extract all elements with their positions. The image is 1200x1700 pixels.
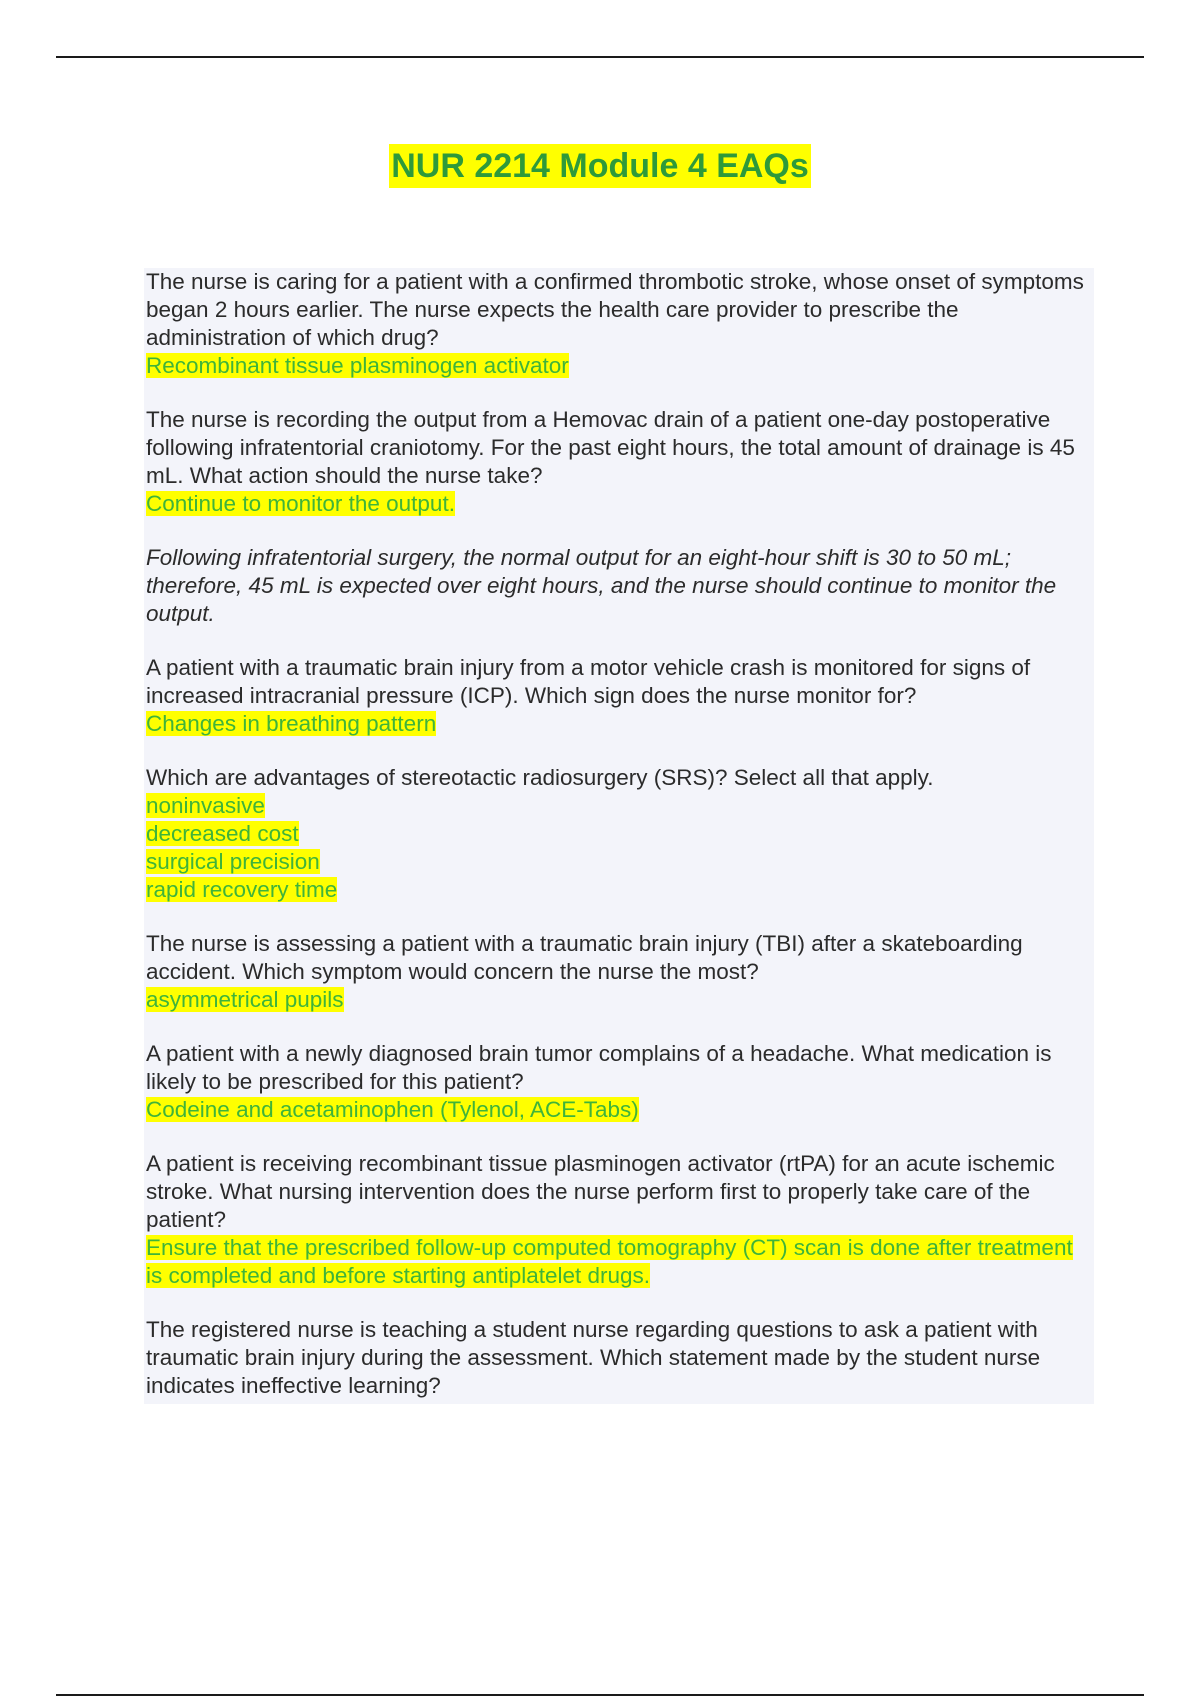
highlighted-answer: noninvasive [146,793,265,818]
highlighted-answer: Ensure that the prescribed follow-up computed tomography (CT) scan is done after treatment is completed and before starting antiplatelet drugs. [146,1235,1073,1288]
highlighted-answer: Codeine and acetaminophen (Tylenol, ACE-Tabs) [146,1097,639,1122]
qa-item [146,930,1094,1014]
answer-line [146,820,1094,848]
answer-line [146,1096,1094,1124]
answer-line [146,986,1094,1014]
question-text: Which are advantages of stereotactic radiosurgery (SRS)? Select all that apply. [146,765,934,790]
bottom-rule [56,1694,1144,1696]
qa-item [146,764,1094,904]
highlighted-answer: Changes in breathing pattern [146,711,437,736]
highlighted-answer: surgical precision [146,849,320,874]
qa-item [146,1040,1094,1124]
question-text: The nurse is recording the output from a Hemovac drain of a patient one-day postoperative following infratentorial craniotomy. For the past eight hours, the total amount of drainage is 45 mL. What action should the nurse take? [146,407,1075,488]
highlighted-answer: Continue to monitor the output. [146,491,455,516]
question-text: A patient is receiving recombinant tissue plasminogen activator (rtPA) for an acute ischemic stroke. What nursing intervention does the nurse perform first to properly take care of the patient? [146,1151,1055,1232]
question-text: The registered nurse is teaching a student nurse regarding questions to ask a patient with traumatic brain injury during the assessment. Which statement made by the student nurse indicates ineffective learning? [146,1317,1041,1398]
rationale-text: Following infratentorial surgery, the normal output for an eight-hour shift is 30 to 50 mL; therefore, 45 mL is expected over eight hours, and the nurse should continue to monitor the output. [146,545,1057,626]
question-text: The nurse is caring for a patient with a confirmed thrombotic stroke, whose onset of symptoms began 2 hours earlier. The nurse expects the health care provider to prescribe the administration of which drug? [146,269,1084,350]
top-rule [56,56,1144,58]
qa-item [146,544,1094,628]
qa-item [146,1150,1094,1290]
document-title: NUR 2214 Module 4 EAQs [389,144,811,188]
answer-line [146,792,1094,820]
qa-item [146,268,1094,380]
answer-line [146,876,1094,904]
answer-line [146,848,1094,876]
highlighted-answer: rapid recovery time [146,877,338,902]
qa-item [146,654,1094,738]
answer-line [146,1234,1094,1290]
qa-item [146,406,1094,518]
question-text: A patient with a newly diagnosed brain tumor complains of a headache. What medication is likely to be prescribed for this patient? [146,1041,1052,1094]
question-text: The nurse is assessing a patient with a traumatic brain injury (TBI) after a skateboarding accident. Which symptom would concern the nurse the most? [146,931,1023,984]
answer-line [146,352,1094,380]
question-text: A patient with a traumatic brain injury from a motor vehicle crash is monitored for signs of increased intracranial pressure (ICP). Which sign does the nurse monitor for? [146,655,1031,708]
title-container [0,144,1200,188]
answer-line [146,710,1094,738]
highlighted-answer: asymmetrical pupils [146,987,344,1012]
highlighted-answer: Recombinant tissue plasminogen activator [146,353,569,378]
highlighted-answer: decreased cost [146,821,299,846]
qa-item [146,1316,1094,1400]
qa-content [144,268,1094,1404]
answer-line [146,490,1094,518]
